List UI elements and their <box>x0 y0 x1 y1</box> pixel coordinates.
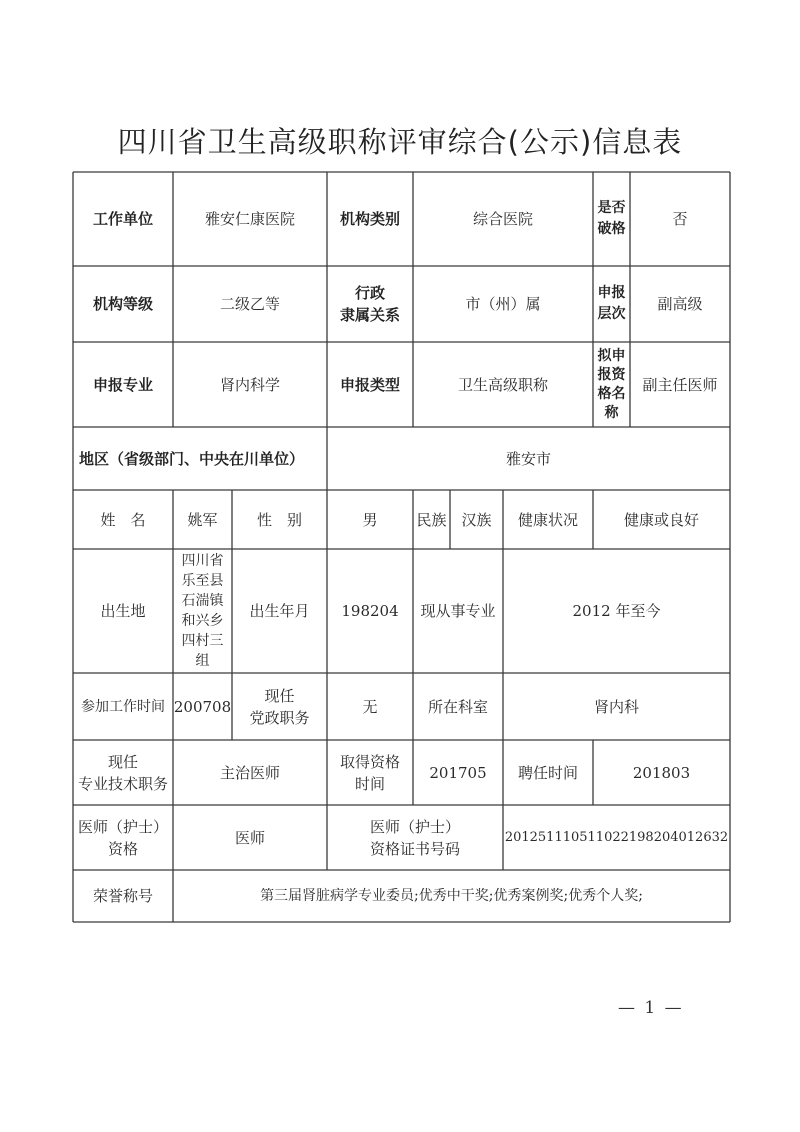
value-name: 姚军 <box>187 510 218 529</box>
label-appointment-date: 聘任时间 <box>517 763 578 782</box>
value-work-unit: 雅安仁康医院 <box>204 210 295 228</box>
value-proposed-title: 副主任医师 <box>642 375 718 394</box>
value-apply-type: 卫生高级职称 <box>457 375 548 394</box>
label-current-tech-title: 现任 专业技术职务 <box>77 752 168 793</box>
value-appointment-date: 201803 <box>632 763 691 782</box>
label-health: 健康状况 <box>517 510 578 529</box>
label-region: 地区（省级部门、中央在川单位） <box>79 449 305 468</box>
value-work-start: 200708 <box>173 697 232 716</box>
label-apply-level: 申报 层次 <box>597 285 626 322</box>
value-birth-date: 198204 <box>341 602 399 620</box>
label-physician-qualification: 医师（护士） 资格 <box>77 817 168 858</box>
value-gender: 男 <box>362 510 378 529</box>
value-certificate-no: 2012511105110221982040126​32 <box>504 829 729 845</box>
label-apply-type: 申报类型 <box>339 375 400 394</box>
value-physician-qualification: 医师 <box>234 828 265 847</box>
label-name: 姓 名 <box>100 510 146 529</box>
label-birthplace: 出生地 <box>100 602 146 620</box>
value-org-type: 综合医院 <box>472 210 533 228</box>
value-qualification-date: 201705 <box>429 763 487 782</box>
value-current-tech-title: 主治医师 <box>219 763 280 782</box>
value-org-level: 二级乙等 <box>219 295 280 313</box>
label-current-post: 现任 党政职务 <box>249 686 310 727</box>
value-admin-affiliation: 市（州）属 <box>465 295 541 313</box>
label-certificate-no: 医师（护士） 资格证书号码 <box>369 817 460 858</box>
label-apply-specialty: 申报专业 <box>92 375 153 394</box>
value-current-post: 无 <box>362 697 378 716</box>
value-honors: 第三届肾脏病学专业委员;优秀中干奖;优秀案例奖;优秀个人奖; <box>260 888 643 904</box>
label-break-rule: 是否 破格 <box>597 200 626 237</box>
value-region: 雅安市 <box>505 449 551 468</box>
label-honors: 荣誉称号 <box>92 887 153 905</box>
value-department: 肾内科 <box>593 697 639 716</box>
value-current-specialty: 2012 年至今 <box>572 602 661 620</box>
label-department: 所在科室 <box>427 697 488 716</box>
label-qualification-date: 取得资格 时间 <box>339 752 400 793</box>
label-org-type: 机构类别 <box>339 210 400 228</box>
label-birth-date: 出生年月 <box>249 602 310 620</box>
label-current-specialty: 现从事专业 <box>420 602 496 620</box>
label-work-unit: 工作单位 <box>92 210 153 228</box>
value-apply-specialty: 肾内科学 <box>219 375 280 394</box>
label-work-start: 参加工作时间 <box>81 698 165 715</box>
value-birthplace: 四川省 乐至县 石湍镇 和兴乡 四村三 组 <box>181 553 224 669</box>
label-org-level: 机构等级 <box>92 295 153 313</box>
label-gender: 性 别 <box>256 510 302 529</box>
document-title: 四川省卫生高级职称评审综合(公示)信息表 <box>117 125 683 159</box>
label-admin-affiliation: 行政 隶属关系 <box>339 284 400 324</box>
value-break-rule: 否 <box>672 210 688 228</box>
value-ethnicity: 汉族 <box>461 510 492 529</box>
label-ethnicity: 民族 <box>416 510 447 529</box>
value-health: 健康或良好 <box>623 510 699 529</box>
value-apply-level: 副高级 <box>657 295 703 313</box>
page-number: — 1 — <box>618 998 684 1018</box>
label-proposed-title: 拟申 报资 格名 称 <box>597 347 626 421</box>
